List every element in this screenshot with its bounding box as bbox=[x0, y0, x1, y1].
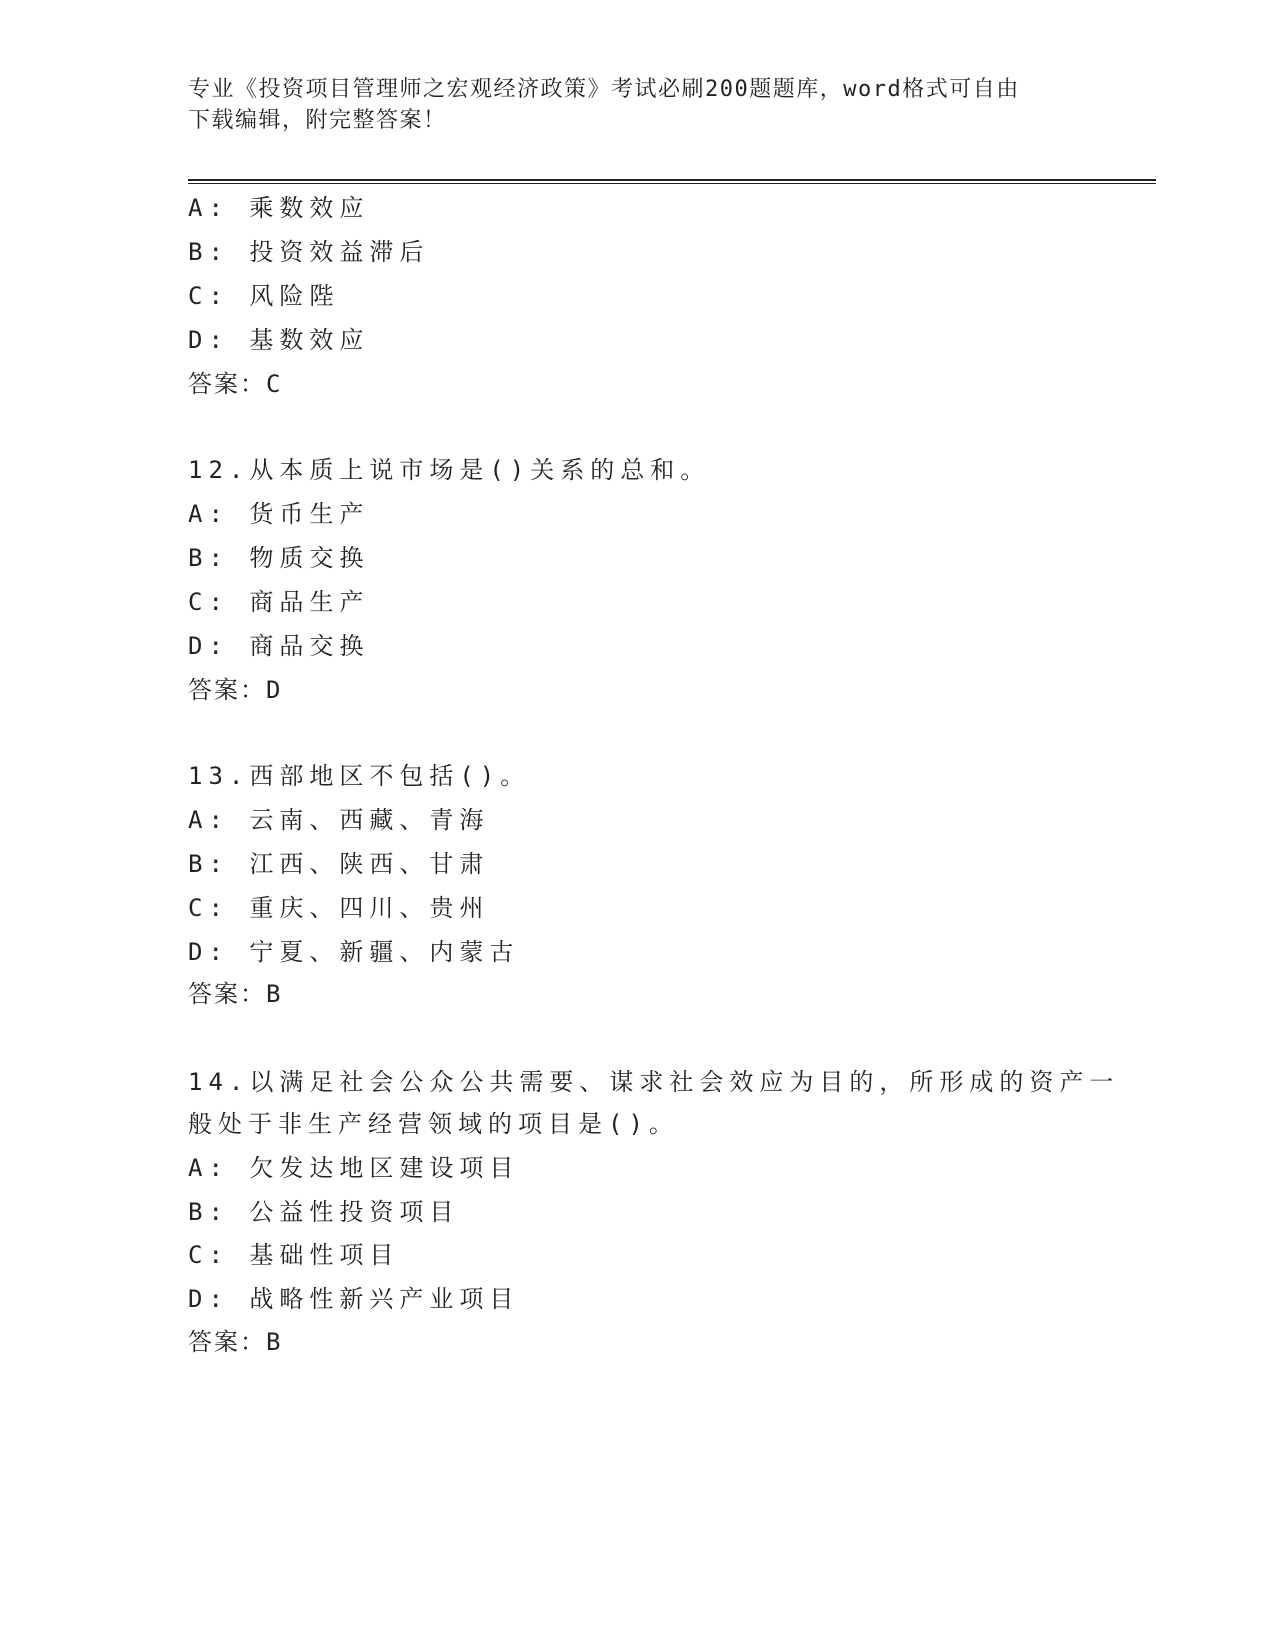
q13-option-a: A: 云南、西藏、青海 bbox=[188, 806, 490, 834]
q11-option-d: D: 基数效应 bbox=[188, 326, 370, 354]
q13-option-c: C: 重庆、四川、贵州 bbox=[188, 894, 490, 922]
q12-question: 12.从本质上说市场是()关系的总和。 bbox=[188, 456, 711, 484]
q13-option-d: D: 宁夏、新疆、内蒙古 bbox=[188, 938, 520, 966]
header-line-1: 专业《投资项目管理师之宏观经济政策》考试必刷200题题库，word格式可自由 bbox=[188, 77, 1020, 102]
q12-option-d: D: 商品交换 bbox=[188, 632, 370, 660]
q11-option-c: C: 风险陛 bbox=[188, 282, 340, 310]
q12-option-c: C: 商品生产 bbox=[188, 588, 370, 616]
q13-answer: 答案：B bbox=[188, 980, 283, 1008]
q11-option-b: B: 投资效益滞后 bbox=[188, 238, 430, 266]
q12-option-a: A: 货币生产 bbox=[188, 500, 370, 528]
q13-question: 13.西部地区不包括()。 bbox=[188, 762, 531, 790]
q14-option-d: D: 战略性新兴产业项目 bbox=[188, 1285, 520, 1313]
header-line-2: 下载编辑，附完整答案！ bbox=[188, 108, 447, 133]
q14-option-b: B: 公益性投资项目 bbox=[188, 1198, 460, 1226]
q12-option-b: B: 物质交换 bbox=[188, 544, 370, 572]
q14-question-line-1: 14.以满足社会公众公共需要、谋求社会效应为目的，所形成的资产一 bbox=[188, 1068, 1120, 1096]
q11-option-a: A: 乘数效应 bbox=[188, 194, 370, 222]
q11-answer: 答案：C bbox=[188, 370, 283, 398]
q14-option-a: A: 欠发达地区建设项目 bbox=[188, 1154, 520, 1182]
q14-question-line-2: 般处于非生产经营领域的项目是()。 bbox=[188, 1110, 679, 1138]
document-header bbox=[188, 74, 1088, 136]
q12-answer: 答案：D bbox=[188, 676, 283, 704]
header-divider bbox=[188, 179, 1156, 184]
q13-option-b: B: 江西、陕西、甘肃 bbox=[188, 850, 490, 878]
q14-option-c: C: 基础性项目 bbox=[188, 1241, 400, 1269]
q14-answer: 答案：B bbox=[188, 1328, 283, 1356]
